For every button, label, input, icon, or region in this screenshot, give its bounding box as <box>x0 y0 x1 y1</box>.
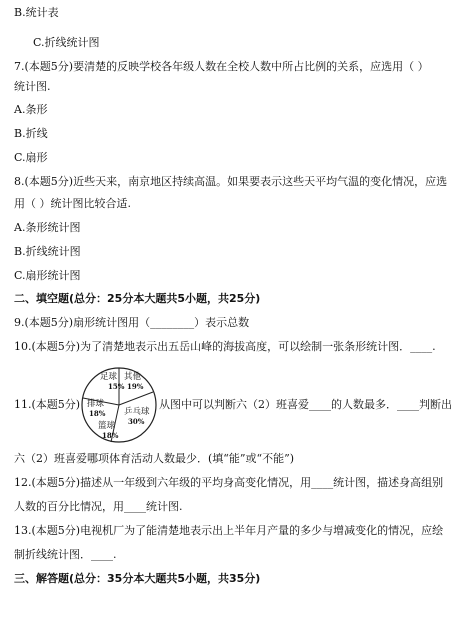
pie-value-other: 19% <box>127 382 144 391</box>
q13-stem: 13.(本题5分)电视机厂为了能清楚地表示出上半年月产量的多少与增减变化的情况，应绘 <box>14 524 444 537</box>
pie-value-pingpong: 30% <box>128 417 145 426</box>
q8-stem-cont: 用（ ）统计图比较合适. <box>14 197 131 210</box>
pie-value-volleyball: 18% <box>89 409 106 418</box>
q12-stem-cont: 人数的百分比情况，用____统计图. <box>14 500 183 513</box>
q8-stem: 8.(本题5分)近些天来，南京地区持续高温。如果要表示这些天平均气温的变化情况，应选 <box>14 175 448 188</box>
q6-option-c: C.折线统计图 <box>33 36 100 49</box>
q7-stem: 7.(本题5分)要清楚的反映学校各年级人数在全校人数中所占比例的关系，应选用（ ） <box>14 60 429 73</box>
q11-stem: 从图中可以判断六（2）班喜爱____的人数最多．____判断出 <box>159 398 452 411</box>
q13-stem-cont: 制折线统计图．____. <box>14 548 117 561</box>
q11-stem-cont: 六（2）班喜爱哪项体育活动人数最少．(填“能”或“不能”) <box>14 452 295 465</box>
pie-chart <box>80 366 158 444</box>
pie-label-football: 足球 <box>100 372 118 382</box>
q7-stem-cont: 统计图. <box>14 80 51 93</box>
pie-value-football: 15% <box>108 382 125 391</box>
q10-stem: 10.(本题5分)为了清楚地表示出五岳山峰的海拔高度，可以绘制一张条形统计图．____. <box>14 340 436 353</box>
q12-stem: 12.(本题5分)描述从一年级到六年级的平均身高变化情况，用____统计图，描述身高组别 <box>14 476 444 489</box>
q7-option-c: C.扇形 <box>14 151 48 164</box>
section-3-title: 三、解答题(总分：35分本大题共5小题，共35分) <box>14 572 261 585</box>
q6-option-b: B.统计表 <box>14 6 59 19</box>
q8-option-b: B.折线统计图 <box>14 245 81 258</box>
pie-label-pingpong: 乒乓球 <box>124 407 150 417</box>
q8-option-c: C.扇形统计图 <box>14 269 81 282</box>
q11-prefix: 11.(本题5分) <box>14 398 81 411</box>
q7-option-b: B.折线 <box>14 127 48 140</box>
pie-value-basketball: 18% <box>102 431 119 440</box>
pie-label-other: 其他 <box>124 372 142 382</box>
section-2-title: 二、填空题(总分：25分本大题共5小题，共25分) <box>14 292 261 305</box>
pie-label-basketball: 篮球 <box>98 421 116 431</box>
q8-option-a: A.条形统计图 <box>14 221 81 234</box>
q7-option-a: A.条形 <box>14 103 48 116</box>
q9-stem: 9.(本题5分)扇形统计图用（________）表示总数 <box>14 316 250 329</box>
pie-label-volleyball: 排球 <box>87 399 105 409</box>
